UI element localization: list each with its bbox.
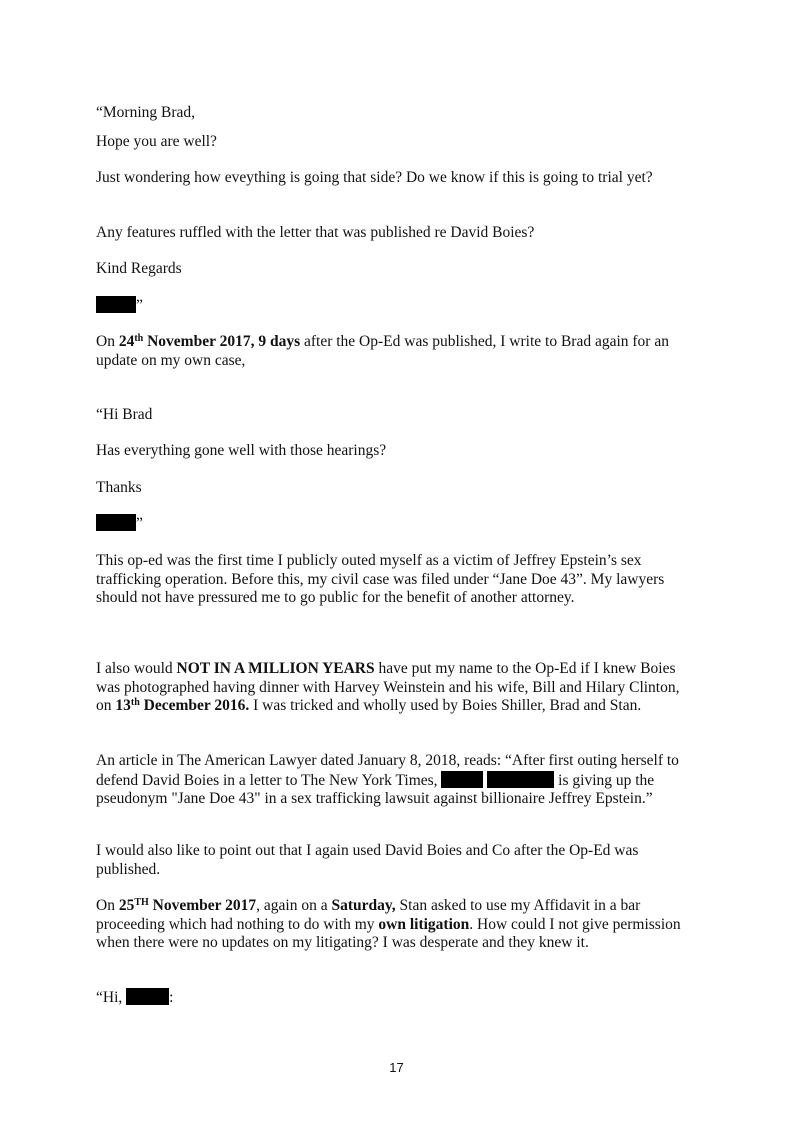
text-run: Stan asked to use my Affidavit in a bar proceeding which had nothing to do with my: [96, 897, 641, 933]
text-run: . How could I not give permission when there were no updates on my litigating? I was desperate and they knew it.: [96, 915, 681, 951]
redaction-box: [126, 988, 169, 1005]
bold-text: NOT IN A MILLION YEARS: [176, 660, 375, 677]
bold-text: 24: [118, 333, 135, 350]
email-greeting: “Hi Brad: [96, 406, 153, 423]
email-line: Any features ruffled with the letter that was published re David Boies?: [96, 224, 535, 241]
bold-text: Saturday,: [331, 897, 396, 914]
email-greeting: “Morning Brad,: [96, 104, 196, 121]
close-quote: ”: [136, 515, 143, 532]
email-signoff: Kind Regards: [96, 260, 182, 277]
bold-run: [119, 333, 300, 350]
redaction-box: [96, 514, 136, 531]
bold-run: [119, 897, 256, 914]
body-paragraph: I would also like to point out that I again used David Boies and Co after the Op-Ed was published.: [96, 842, 639, 878]
body-paragraph: [96, 752, 696, 809]
text-run: “Hi,: [96, 989, 127, 1006]
redaction-box: [487, 771, 554, 788]
text-run: An article in The American Lawyer dated January 8, 2018, reads: “After first outing herself to defend David Boies in a letter to The New York Times,: [96, 752, 679, 789]
redaction-box: [441, 771, 483, 788]
email-signoff: Thanks: [96, 479, 142, 496]
signature-line: [96, 514, 696, 534]
bold-text: 25: [118, 897, 135, 914]
email-line: Has everything gone well with those hearings?: [96, 442, 387, 459]
text-run: I was tricked and wholly used by Boies Shiller, Brad and Stan.: [249, 697, 642, 714]
body-paragraph: [96, 333, 696, 370]
text-run: after the Op-Ed was published, I write to Brad again for an update on my own case,: [96, 333, 669, 369]
page-number: 17: [389, 1060, 404, 1075]
text-run: have put my name to the Op-Ed if I knew Boies was photographed having dinner with Harvey Weinstein and his wife, Bill and Hilary Clinton, on: [96, 660, 680, 714]
text-run: is giving up the pseudonym "Jane Doe 43" in a sex trafficking lawsuit against billionaire Jeffrey Epstein.”: [96, 771, 655, 807]
signature-line: [96, 296, 696, 316]
bold-run: [115, 697, 249, 714]
email-greeting: [96, 988, 696, 1008]
body-paragraph: This op-ed was the first time I publicly outed myself as a victim of Jeffrey Epstein’s sex trafficking operation. Before this, my civil case was filed under “Jane Doe 43”. My lawyers should not have pressured me to go public for the benefit of another attorney.: [96, 552, 665, 606]
bold-text: November 2017: [148, 897, 257, 914]
text-run: , again on a: [256, 897, 332, 914]
bold-text: December 2016.: [139, 697, 250, 714]
bold-text: November 2017, 9 days: [143, 333, 301, 350]
email-paragraph: Just wondering how eveything is going that side? Do we know if this is going to trial yet?: [96, 169, 653, 186]
text-run: On: [96, 333, 119, 350]
text-run: I also would: [96, 660, 177, 677]
close-quote: ”: [136, 297, 143, 314]
body-paragraph: [96, 660, 696, 716]
text-run: :: [169, 989, 174, 1006]
body-paragraph: [96, 897, 696, 953]
bold-text: 13: [115, 697, 131, 714]
redaction-box: [96, 296, 136, 313]
email-line: Hope you are well?: [96, 133, 217, 150]
superscript: th: [134, 333, 144, 344]
superscript: TH: [134, 897, 149, 908]
text-run: On: [96, 897, 119, 914]
bold-text: own litigation: [378, 915, 470, 933]
superscript: th: [130, 697, 140, 708]
